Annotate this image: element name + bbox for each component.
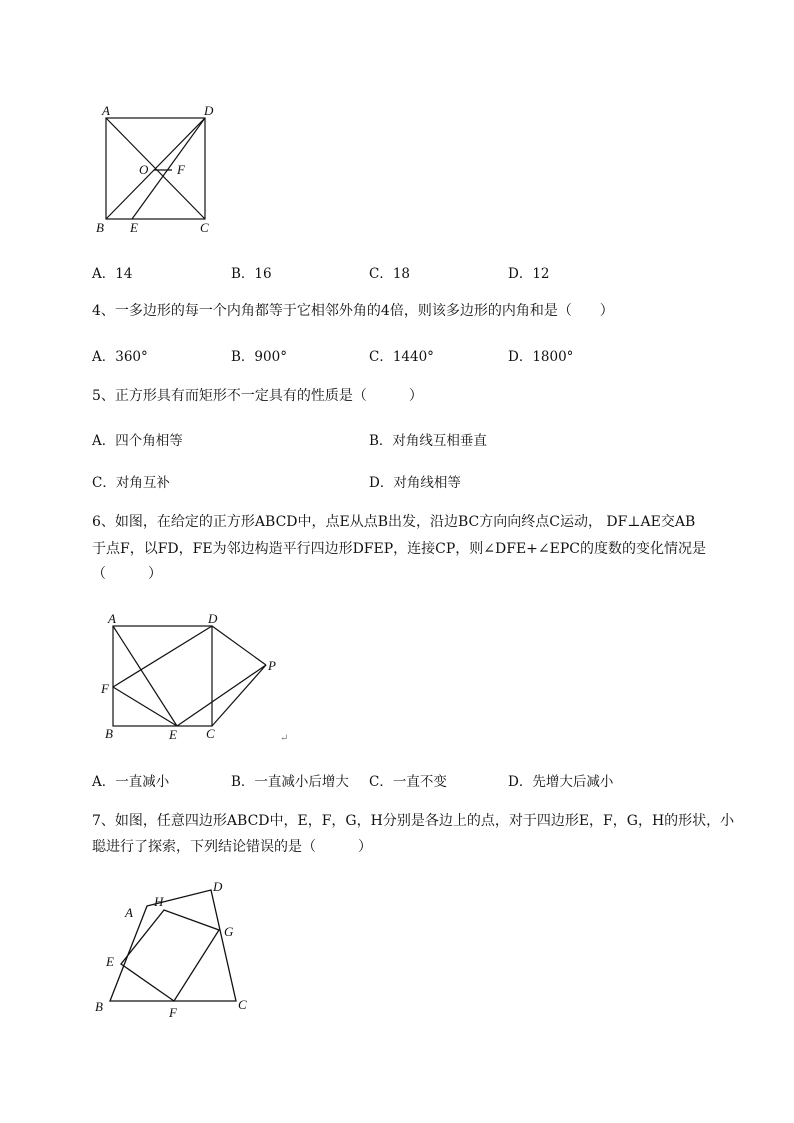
- segment-ae: [113, 626, 177, 726]
- label-a: A: [108, 611, 116, 626]
- label-g: G: [224, 924, 234, 939]
- q3-option-a: A．14: [92, 266, 133, 282]
- label-a: A: [102, 103, 110, 118]
- q7-stem-line2: 聪进行了探索，下列结论错误的是（ ）: [92, 839, 372, 855]
- figure-1-square: [90, 100, 230, 240]
- label-p: P: [268, 658, 276, 673]
- label-d: D: [213, 879, 223, 894]
- q6-option-b: B．一直减小后增大: [231, 774, 349, 790]
- q4-option-c: C．1440°: [369, 349, 434, 365]
- q3-option-c: C．18: [369, 266, 411, 282]
- figure-2-square-parallelogram: [96, 610, 296, 750]
- segment-cp: [212, 665, 266, 726]
- label-a: A: [125, 905, 133, 920]
- segment-ep: [177, 665, 266, 726]
- label-o: O: [139, 162, 149, 177]
- square-abcd: [113, 626, 212, 726]
- q5-option-c: C．对角互补: [92, 475, 170, 491]
- q7-stem-line1: 7、如图，任意四边形ABCD中，E，F，G，H分别是各边上的点，对于四边形E，F，G，H的形状，小: [92, 813, 735, 829]
- q5-option-a: A．四个角相等: [92, 433, 183, 449]
- label-f: F: [169, 1005, 177, 1020]
- q4-option-d: D．1800°: [508, 349, 574, 365]
- q4-option-b: B．900°: [231, 349, 287, 365]
- q3-option-d: D．12: [508, 266, 550, 282]
- label-f: F: [177, 162, 185, 177]
- q6-option-a: A．一直减小: [92, 774, 170, 790]
- label-h: H: [154, 894, 164, 909]
- label-d: D: [204, 103, 214, 118]
- figure-3-quadrilateral: [90, 875, 270, 1020]
- segment-dp: [212, 626, 266, 665]
- label-e: E: [130, 220, 138, 235]
- q4-stem: 4、一多边形的每一个内角都等于它相邻外角的4倍，则该多边形的内角和是（ ）: [92, 303, 614, 319]
- q6-stem-line1: 6、如图，在给定的正方形ABCD中，点E从点B出发，沿边BC方向向终点C运动， DF⊥AE交AB: [92, 514, 696, 530]
- q6-option-c: C．一直不变: [369, 774, 447, 790]
- label-b: B: [96, 220, 104, 235]
- label-e: E: [106, 954, 114, 969]
- segment-fd: [113, 626, 212, 687]
- label-f: F: [101, 681, 109, 696]
- label-d: D: [208, 611, 218, 626]
- q5-option-b: B．对角线互相垂直: [369, 433, 487, 449]
- label-b: B: [105, 726, 113, 741]
- label-c: C: [200, 220, 209, 235]
- q6-stem-line3: （ ）: [92, 566, 162, 582]
- segment-fe: [113, 687, 177, 726]
- quadrilateral-efgh: [121, 910, 219, 1001]
- label-c: C: [238, 997, 247, 1012]
- q3-option-b: B．16: [231, 266, 272, 282]
- q4-option-a: A．360°: [92, 349, 148, 365]
- q6-stem-line2: 于点F，以FD，FE为邻边构造平行四边形DFEP，连接CP，则∠DFE+∠EPC的度数的变化情况是: [92, 541, 706, 557]
- return-mark: ↵: [280, 733, 289, 744]
- q6-option-d: D．先增大后减小: [508, 774, 614, 790]
- label-e: E: [169, 727, 177, 742]
- q5-option-d: D．对角线相等: [369, 475, 461, 491]
- label-b: B: [95, 999, 103, 1014]
- label-c: C: [206, 726, 215, 741]
- q5-stem: 5、正方形具有而矩形不一定具有的性质是（ ）: [92, 388, 423, 404]
